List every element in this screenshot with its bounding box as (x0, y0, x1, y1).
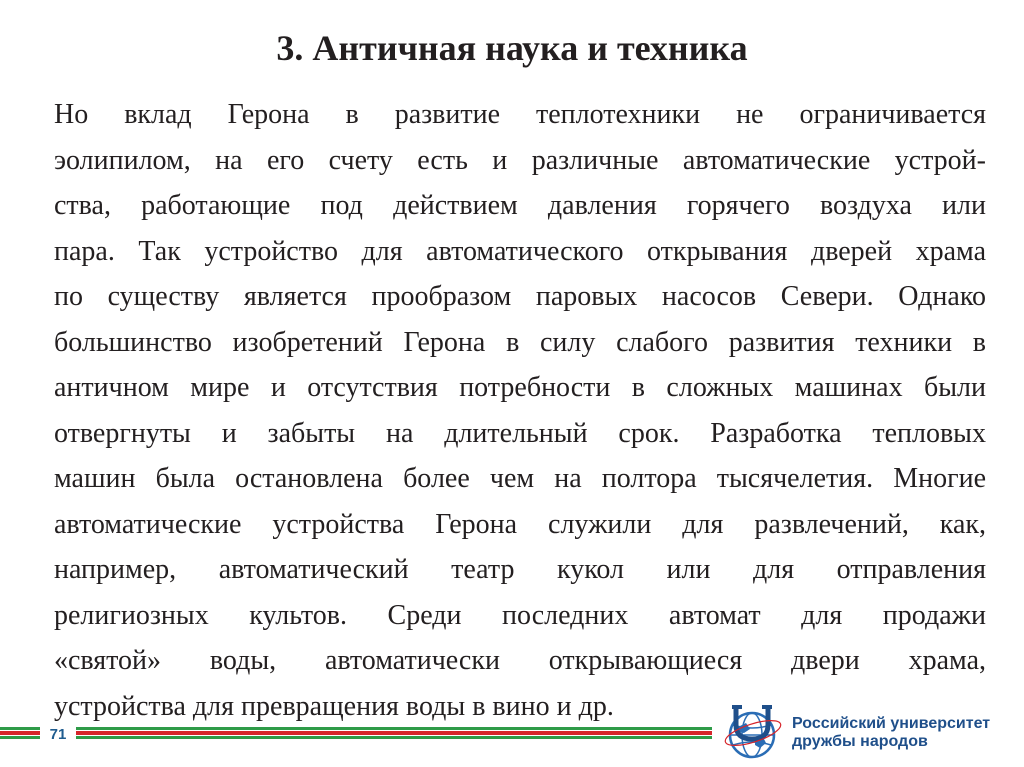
body-line: религиозных культов. Среди последних автомат для продажи (54, 599, 986, 631)
footer-stripe-green (0, 727, 712, 730)
body-line: «святой» воды, автоматически открывающиеся двери храма, (54, 645, 986, 676)
body-line: пара. Так устройство для автоматического открывания дверей храма (54, 235, 986, 267)
body-line: большинство изобретений Герона в силу слабого развития техники в (54, 326, 986, 358)
body-line: устройства для превращения воды в вино и др. (54, 690, 614, 722)
logo-text-line: дружбы народов (792, 733, 928, 750)
page-number: 71 (40, 724, 76, 746)
slide-title: 3. Античная наука и техника (276, 28, 748, 68)
body-line: эолипилом, на его счету есть и различные автоматические устрой- (54, 144, 986, 176)
rudn-globe-emblem-icon (722, 703, 784, 763)
body-line: отвергнуты и забыты на длительный срок. Разработка тепловых (54, 417, 986, 449)
university-logo (722, 703, 1012, 763)
footer-stripe-red (0, 731, 712, 735)
body-line: например, автоматический театр кукол или для отправления (54, 554, 986, 585)
logo-text-line: Российский университет (792, 715, 991, 732)
body-line: машин была остановлена более чем на полтора тысячелетия. Многие (54, 463, 986, 494)
slide-body (54, 92, 986, 729)
body-line: ства, работающие под действием давления горячего воздуха или (54, 190, 986, 221)
body-line: по существу является прообразом паровых насосов Севери. Однако (54, 281, 986, 312)
body-line: Но вклад Герона в развитие теплотехники не ограничивается (54, 99, 986, 130)
body-line: античном мире и отсутствия потребности в сложных машинах были (54, 372, 986, 403)
body-line: автоматические устройства Герона служили для развлечений, как, (54, 508, 986, 540)
footer-stripe-green (0, 736, 712, 739)
